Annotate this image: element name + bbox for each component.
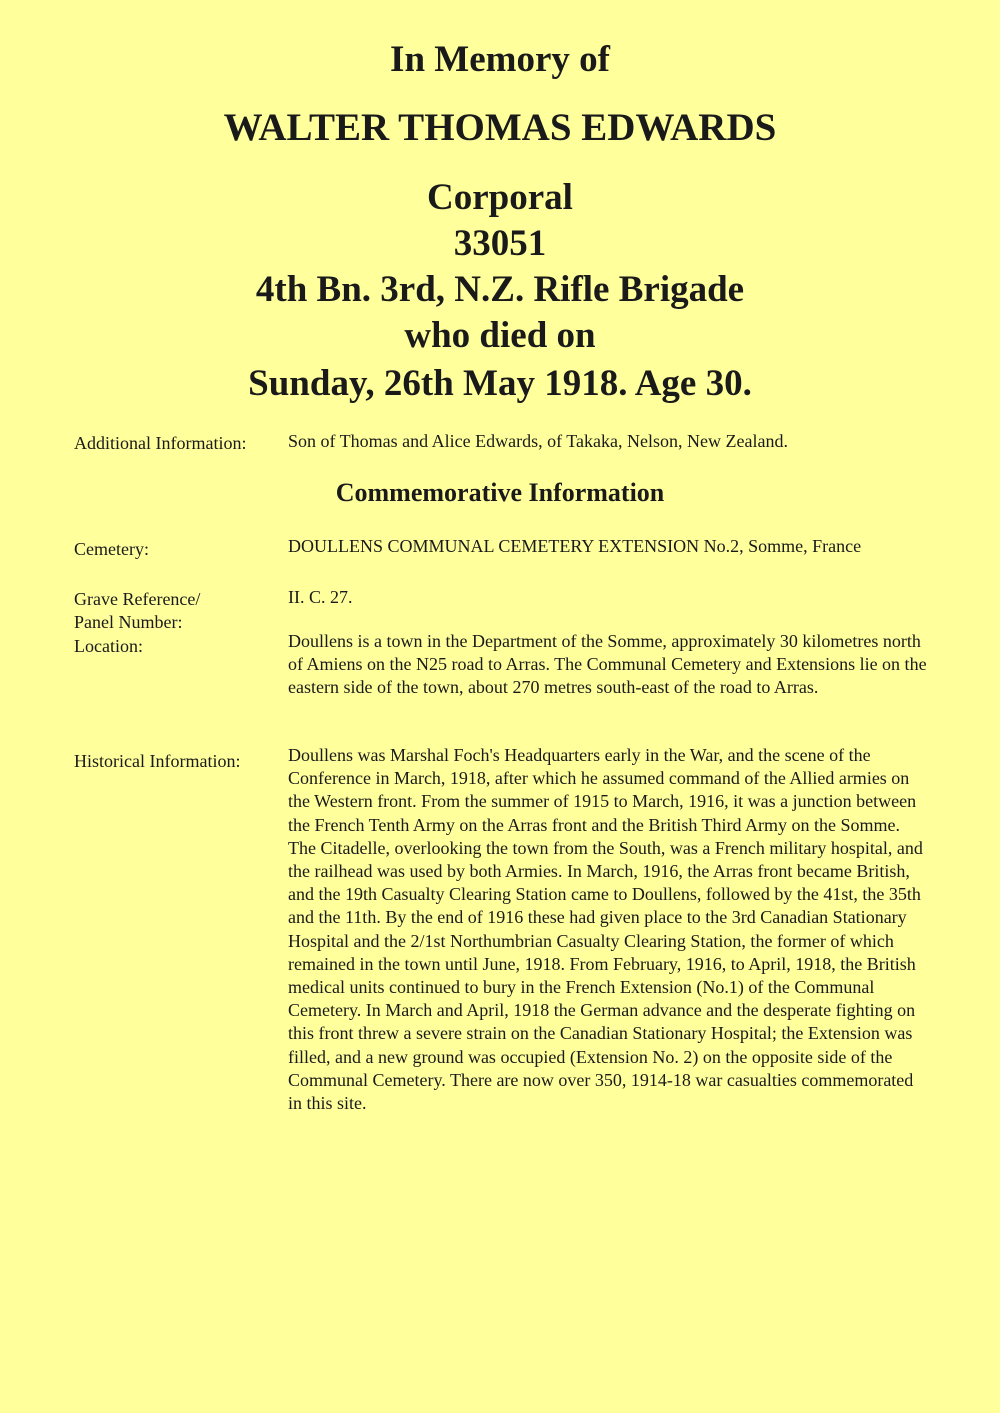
commemorative-title: Commemorative Information bbox=[335, 478, 665, 507]
in-memory-heading: In Memory of bbox=[390, 39, 610, 80]
location-label: Location: bbox=[74, 636, 143, 656]
rank: Corporal bbox=[427, 177, 573, 218]
additional-info-label: Additional Information: bbox=[74, 433, 247, 453]
soldier-name: WALTER THOMAS EDWARDS bbox=[223, 106, 777, 149]
grave-reference-label: Grave Reference/ Panel Number: bbox=[74, 589, 201, 632]
unit: 4th Bn. 3rd, N.Z. Rifle Brigade bbox=[255, 269, 745, 310]
death-date-line: Sunday, 26th May 1918. Age 30. bbox=[248, 363, 752, 404]
grave-reference-value: II. C. 27. bbox=[288, 587, 353, 607]
historical-info-value: Doullens was Marshal Foch's Headquarters early in the War, and the scene of the Conference in March, 1918, after which he assumed command of the Allied armies on the Western front. From the summer of 1915 to March, 1916, it was a junction between the French Tenth Army on the Arras front and the British Third Army on the Somme. The Citadelle, overlooking the town from the South, was a French military hospital, and the railhead was used by both Armies. In March, 1916, the Arras front became British, and the 19th Casualty Clearing Station came to Doullens, followed by the 41st, the 35th and the 11th. By the end of 1916 these had given place to the 3rd Canadian Stationary Hospital and the 2/1st Northumbrian Casualty Clearing Station, the former of which remained in the town until June, 1918. From February, 1916, to April, 1918, the British medical units continued to bury in the French Extension (No.1) of the Communal Cemetery. In March and April, 1918 the German advance and the desperate fighting on this front threw a severe strain on the Canadian Stationary Hospital; the Extension was filled, and a new ground was occupied (Extension No. 2) on the opposite side of the Communal Cemetery. There are now over 350, 1914-18 war casualties commemorated in this site. bbox=[288, 745, 923, 1114]
location-value: Doullens is a town in the Department of the Somme, approximately 30 kilometres north of Amiens on the N25 road to Arras. The Communal Cemetery and Extensions lie on the eastern side of the town, about 270 metres south-east of the road to Arras. bbox=[288, 631, 927, 698]
service-number: 33051 bbox=[453, 223, 547, 264]
historical-info-label: Historical Information: bbox=[74, 751, 241, 771]
cemetery-value: DOULLENS COMMUNAL CEMETERY EXTENSION No.2, Somme, France bbox=[288, 536, 862, 556]
died-on-line: who died on bbox=[404, 315, 596, 356]
cemetery-label: Cemetery: bbox=[74, 539, 149, 559]
additional-info-value: Son of Thomas and Alice Edwards, of Takaka, Nelson, New Zealand. bbox=[288, 431, 788, 451]
